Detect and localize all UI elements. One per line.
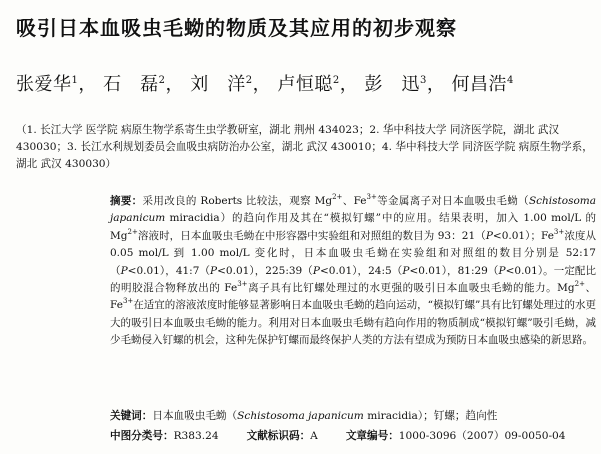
author-affiliation-mark: 1	[71, 75, 79, 86]
keywords-label: 关键词：	[110, 410, 153, 422]
p-value-symbol: P	[210, 264, 218, 277]
p-value-symbol: P	[498, 264, 506, 277]
author-name: 刘 洋	[190, 74, 246, 95]
abstract	[110, 193, 596, 350]
author-name: 何昌浩	[451, 74, 508, 95]
clc-value: R383.24	[173, 430, 219, 442]
author-separator: ，	[165, 74, 184, 95]
article-number-value: 1000-3096（2007）09-0050-04	[398, 430, 566, 442]
article-title: 吸引日本血吸虫毛蚴的物质及其应用的初步观察	[16, 16, 457, 40]
author-affiliation-mark: 2	[158, 75, 166, 86]
abstract-text: miracidia）的趋向作用及其在“模拟钉螺”中的应用。结果表明，加入 1.00 mol/L 的 Mg	[110, 212, 596, 242]
species-name: Schistosoma japanicum	[110, 195, 597, 225]
p-value-symbol: P	[120, 264, 128, 277]
abstract-text: <0.01）。一定配比的明胶混合物释放出的 Fe	[110, 264, 596, 295]
document-code-value: A	[310, 430, 318, 442]
ion-charge: 3+	[122, 297, 134, 306]
ion-charge: 3+	[237, 280, 248, 289]
species-name: Schistosoma japanicum	[237, 410, 364, 422]
author-name: 张爱华	[16, 74, 72, 95]
abstract-text: 溶液时，日本血吸虫毛蚴在中形容器中实验组和对照组的数目为 93：21（	[137, 229, 486, 242]
p-value-symbol: P	[485, 229, 493, 242]
abstract-label: 摘要：	[110, 195, 143, 207]
ion-charge: 3+	[366, 193, 377, 201]
abstract-text: 离子具有比钉螺处理过的水更强的吸引日本血吸虫毛蚴的能力。Mg	[247, 282, 575, 295]
keywords-text: miracidia）；钉螺；趋向性	[363, 410, 498, 422]
abstract-text: 在适宜的溶液浓度时能够显著影响日本血吸虫毛蚴的趋向运动，“模拟钉螺”具有比钉螺处理过的水更大的吸引日本血吸虫毛蚴的能力。利用对日本血吸虫毛蚴有趋向作用的物质制成“模拟钉螺”吸引毛蚴，减少毛蚴侵入钉螺的机会，这种先保护钉螺而最终保护人类的方法有望成为预防日本血吸虫感染的新思路。	[110, 299, 596, 347]
author-name: 石 磊	[103, 74, 159, 95]
clc-label: 中图分类号：	[110, 430, 174, 442]
abstract-text: <0.01），41:7（	[127, 264, 211, 277]
author-name: 彭 迅	[364, 74, 420, 95]
abstract-text: <0.01）；Fe	[492, 229, 554, 242]
abstract-text: 、Fe	[110, 282, 597, 312]
keywords	[110, 408, 596, 423]
author-separator: ，	[426, 74, 446, 95]
ion-charge: 2+	[127, 227, 138, 236]
abstract-text: 等金属离子对日本血吸虫毛蚴（	[376, 195, 529, 207]
author-separator: ，	[78, 74, 97, 95]
ion-charge: 2+	[574, 280, 585, 289]
author-affiliation-mark: 2	[332, 75, 340, 86]
p-value-symbol: P	[312, 264, 320, 277]
keywords-text: 日本血吸虫毛蚴（	[152, 410, 238, 422]
affiliations: （1. 长江大学 医学院 病原生物学系寄生虫学教研室，湖北 荆州 434023；2. 华中科技大学 同济医学院，湖北 武汉 430030；3. 长江水利规划委员会血吸虫病防治办公室，湖北 武汉 430010；4. 华中科技大学 同济医学院 病原生物学系，湖北 武汉 430030）	[16, 124, 593, 170]
author-affiliation-mark: 3	[419, 75, 427, 86]
author-affiliation-mark: 2	[245, 75, 253, 86]
abstract-text: <0.01），24:5（	[319, 264, 403, 277]
abstract-text: <0.01），81:29（	[409, 264, 499, 277]
p-value-symbol: P	[402, 264, 410, 277]
author-separator: ，	[252, 74, 272, 95]
article-number-label: 文章编号：	[345, 430, 399, 442]
author-list	[16, 70, 514, 96]
author-separator: ，	[339, 74, 359, 95]
author-affiliation-mark: 4	[507, 75, 514, 86]
author-name: 卢恒聪	[277, 74, 333, 95]
abstract-text: 浓度从 0.05 mol/L 到 1.00 mol/L 变化时，日本血吸虫毛蚴在实验组和对照组的数目分别是 52:17（	[110, 229, 597, 277]
document-code-label: 文献标识码：	[246, 430, 311, 442]
abstract-text: 采用改良的 Roberts 比较法，观察 Mg	[142, 195, 333, 207]
article-metadata	[110, 428, 596, 443]
abstract-text: 、Fe	[342, 195, 367, 207]
ion-charge: 3+	[553, 227, 565, 236]
abstract-text: <0.01），225:39（	[217, 264, 313, 277]
ion-charge: 2+	[332, 193, 343, 201]
